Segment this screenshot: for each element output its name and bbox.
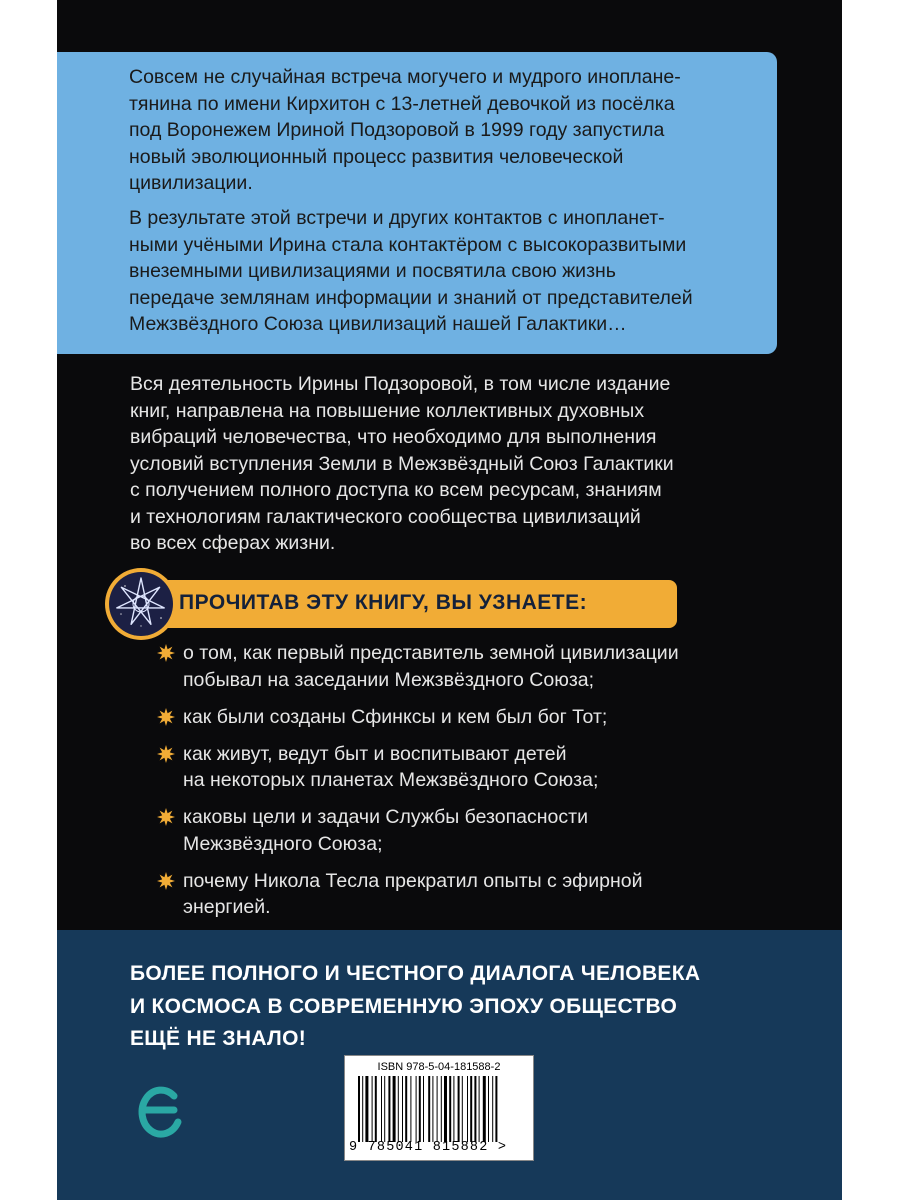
barcode-bar xyxy=(495,1076,497,1142)
barcode-bar xyxy=(416,1076,417,1142)
learn-list xyxy=(157,640,757,931)
text-line: вибраций человечества, что необходимо для выполнения xyxy=(130,426,657,448)
barcode-bar xyxy=(388,1076,390,1142)
eight-point-star-bullet-icon xyxy=(157,708,175,726)
text-line: побывал на заседании Межзвёздного Союза; xyxy=(183,668,595,691)
text-line: условий вступления Земли в Межзвёздный Союз Галактики xyxy=(130,452,674,475)
barcode-bar xyxy=(474,1076,476,1142)
barcode-bar xyxy=(423,1076,424,1142)
barcode-bar xyxy=(483,1076,486,1142)
barcode-bar xyxy=(492,1076,493,1142)
barcode-digits: 9 785041 815882 > xyxy=(349,1140,508,1155)
publisher-logo-icon xyxy=(134,1078,184,1142)
barcode-bar xyxy=(488,1076,489,1142)
text-line: В результате этой встречи и других контактов с инопланет- xyxy=(129,207,665,229)
mission-paragraph xyxy=(130,371,750,557)
text-line: передаче землянам информации и знаний от представителей xyxy=(129,286,693,309)
text-line: и технологиям галактического сообщества цивилизаций xyxy=(130,505,641,528)
text-line: ЕЩЁ НЕ ЗНАЛО! xyxy=(130,1027,307,1050)
barcode-bar xyxy=(449,1076,451,1142)
author-intro-box xyxy=(57,52,777,354)
list-item xyxy=(157,704,757,731)
list-item xyxy=(157,640,757,693)
text-line: Межзвёздного Союза; xyxy=(183,832,383,855)
barcode-bar xyxy=(393,1076,396,1142)
barcode-bar xyxy=(405,1076,407,1142)
learn-heading: ПРОЧИТАВ ЭТУ КНИГУ, ВЫ УЗНАЕТЕ: xyxy=(179,591,588,614)
text-line: Совсем не случайная встреча могучего и мудрого инопланe- xyxy=(129,66,681,88)
text-line: внеземными цивилизациями и посвятила свою жизнь xyxy=(129,260,616,282)
text-line: Межзвёздного Союза цивилизаций нашей Галактики… xyxy=(129,313,627,335)
text-line: почему Никола Тесла прекратил опыты с эфирной xyxy=(183,869,643,892)
barcode-bar xyxy=(358,1076,360,1142)
barcode-bar xyxy=(470,1076,472,1142)
text-line: о том, как первый представитель земной цивилизации xyxy=(183,642,679,664)
text-line: книг, направлена на повышение коллективных духовных xyxy=(130,399,645,422)
closing-band xyxy=(57,930,842,1200)
barcode-bar xyxy=(384,1076,385,1142)
text-line: ными учёными Ирина стала контактёром с высокоразвитыми xyxy=(129,233,687,256)
barcode-bar xyxy=(402,1076,403,1142)
barcode-bar xyxy=(458,1076,460,1142)
list-item xyxy=(157,804,757,857)
barcode-bar xyxy=(444,1076,447,1142)
text-line: БОЛЕЕ ПОЛНОГО И ЧЕСТНОГО ДИАЛОГА ЧЕЛОВЕКА xyxy=(130,962,701,985)
barcode-bar xyxy=(372,1076,373,1142)
isbn-barcode xyxy=(344,1055,534,1161)
intro-paragraph-2 xyxy=(129,205,729,338)
barcode-bar xyxy=(462,1076,463,1142)
eight-point-star-bullet-icon xyxy=(157,872,175,890)
barcode-bar xyxy=(398,1076,399,1142)
barcode-bar xyxy=(381,1076,382,1142)
intro-paragraph-1 xyxy=(129,64,729,197)
eight-point-star-bullet-icon xyxy=(157,745,175,763)
barcode-bar xyxy=(375,1076,377,1142)
eight-point-star-bullet-icon xyxy=(157,808,175,826)
closing-statement xyxy=(130,958,750,1056)
text-line: каковы цели и задачи Службы безопасности xyxy=(183,806,588,828)
text-line: Вся деятельность Ирины Подзоровой, в том числе издание xyxy=(130,373,671,395)
seven-point-star-emblem-icon xyxy=(103,566,179,642)
text-line: цивилизации. xyxy=(129,172,253,194)
barcode-bar xyxy=(419,1076,421,1142)
text-line: тянина по имени Кирхитон с 13-летней девочкой из посёлка xyxy=(129,92,675,115)
text-line: энергией. xyxy=(183,896,271,918)
text-line: с получением полного доступа ко всем ресурсам, знаниям xyxy=(130,479,662,501)
isbn-label: ISBN 978-5-04-181588-2 xyxy=(377,1061,501,1073)
text-line: под Воронежем Ириной Подзоровой в 1999 году запустила xyxy=(129,119,665,141)
barcode-bar xyxy=(467,1076,468,1142)
barcode-bar xyxy=(432,1076,433,1142)
text-line: на некоторых планетах Межзвёздного Союза; xyxy=(183,769,599,791)
barcode-bar xyxy=(441,1076,442,1142)
book-back-cover xyxy=(57,0,842,1200)
barcode-bar xyxy=(428,1076,430,1142)
eight-point-star-bullet-icon xyxy=(157,644,175,662)
text-line: во всех сферах жизни. xyxy=(130,532,336,554)
barcode-bar xyxy=(479,1076,480,1142)
barcode-bar xyxy=(362,1076,363,1142)
barcode-bar xyxy=(410,1076,411,1142)
text-line: И КОСМОСА В СОВРЕМЕННУЮ ЭПОХУ ОБЩЕСТВО xyxy=(130,994,678,1018)
barcode-bar xyxy=(453,1076,454,1142)
barcode-bar xyxy=(437,1076,438,1142)
text-line: новый эволюционный процесс развития человеческой xyxy=(129,145,624,168)
text-line: как живут, ведут быт и воспитывают детей xyxy=(183,742,567,765)
list-item xyxy=(157,868,757,921)
barcode-bars xyxy=(358,1076,523,1142)
barcode-bar xyxy=(365,1076,368,1142)
text-line: как были созданы Сфинксы и кем был бог Тот; xyxy=(183,705,608,728)
list-item xyxy=(157,741,757,794)
